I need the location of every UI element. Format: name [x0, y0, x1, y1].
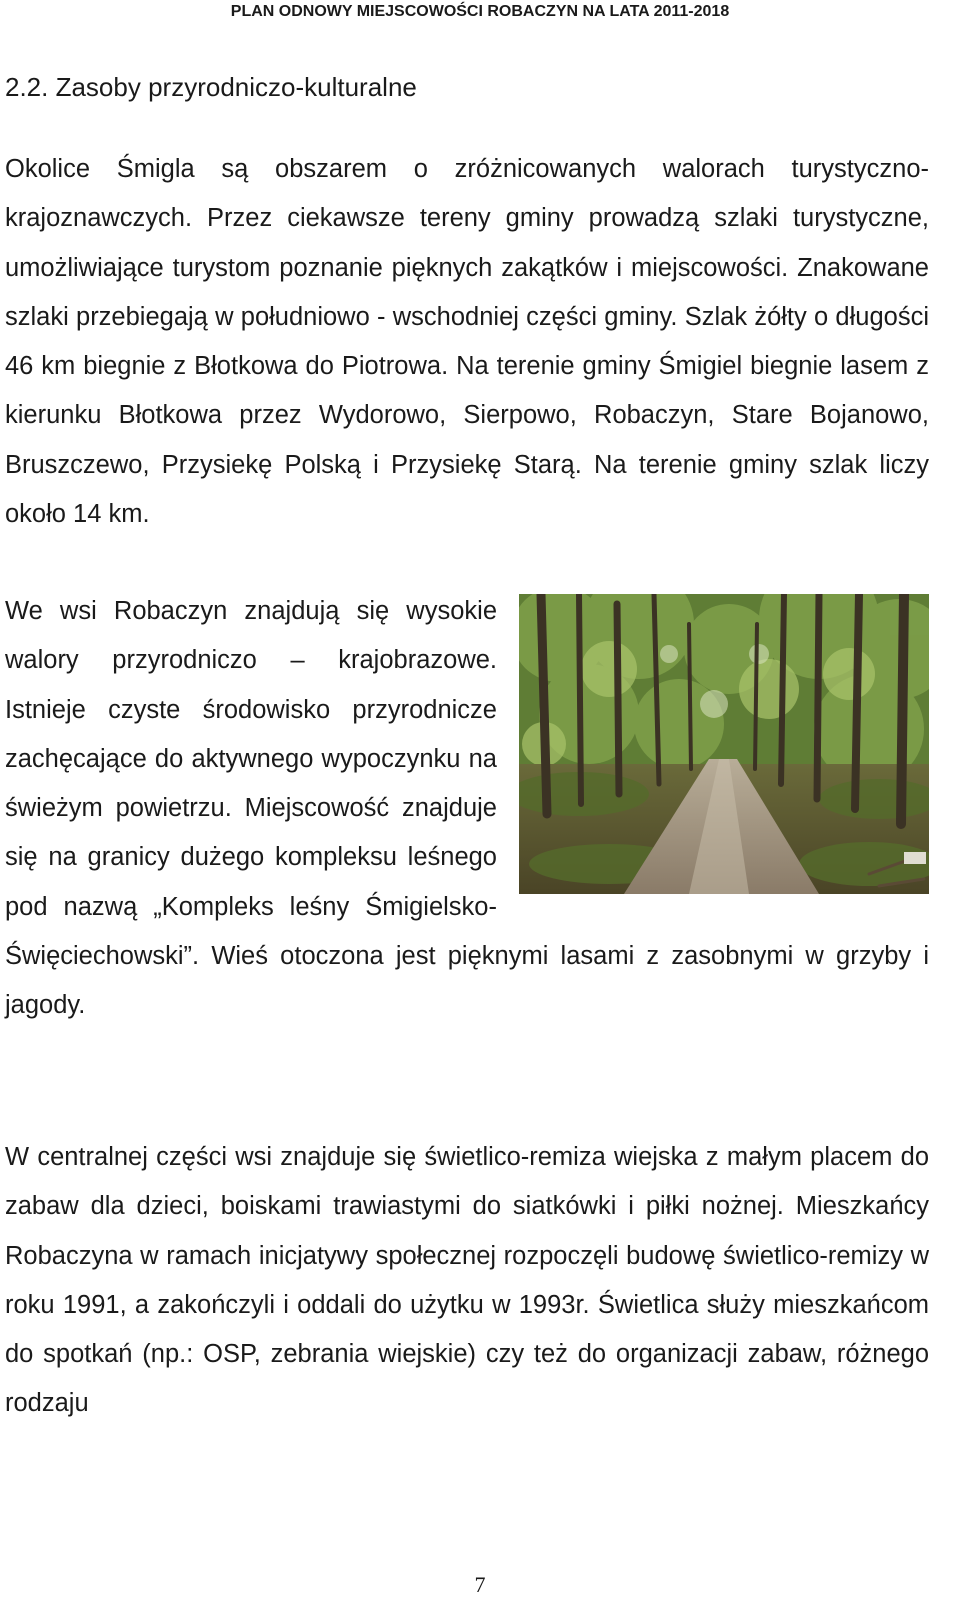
paragraph-robaczyn: We wsi Robaczyn znajdują się wysokie walory przyrodniczo – krajobrazowe. Istnieje czyste środowisko przyrodnicze zachęcające do aktywnego wypoczynku na świeżym powietrzu. Miejscowość znajduje się na granicy dużego kompleksu leśnego pod nazwą „Kompleks leśny Śmigielsko-Święciechowski”. Wieś otoczona jest pięknymi lasami z zasobnymi w grzyby i jagody. [5, 597, 929, 1020]
section-heading: 2.2. Zasoby przyrodniczo-kulturalne [5, 72, 417, 102]
running-header: PLAN ODNOWY MIEJSCOWOŚCI ROBACZYN NA LATA 2011-2018 [230, 3, 730, 20]
forest-path-photo [519, 594, 929, 894]
paragraph-trails: Okolice Śmigla są obszarem o zróżnicowanych walorach turystyczno-krajoznawczych. Przez ciekawsze tereny gminy prowadzą szlaki turystyczne, umożliwiające turystom poznanie pięknych zakątków i miejscowości. Znakowane szlaki przebiegają w południowo - wschodniej części gminy. Szlak żółty o długości 46 km biegnie z Błotkowa do Piotrowa. Na terenie gminy Śmigiel biegnie lasem z kierunku Błotkowa przez Wydorowo, Sierpowo, Robaczyn, Stare Bojanowo, Bruszczewo, Przysiekę Polską i Przysiekę Starą. Na terenie gminy szlak liczy około 14 km. [5, 155, 929, 529]
forest-image [519, 594, 929, 894]
paragraph-with-photo [5, 587, 929, 1031]
page-number: 7 [474, 1572, 486, 1597]
paragraph-community-hall: W centralnej części wsi znajduje się świetlico-remiza wiejska z małym placem do zabaw dla dzieci, boiskami trawiastymi do siatkówki i piłki nożnej. Mieszkańcy Robaczyna w ramach inicjatywy społecznej rozpoczęli budowę świetlico-remizy w roku 1991, a zakończyli i oddali do użytku w 1993r. Świetlica służy mieszkańcom do spotkań (np.: OSP, zebrania wiejskie) czy też do organizacji zabaw, różnego rodzaju [5, 1143, 929, 1418]
